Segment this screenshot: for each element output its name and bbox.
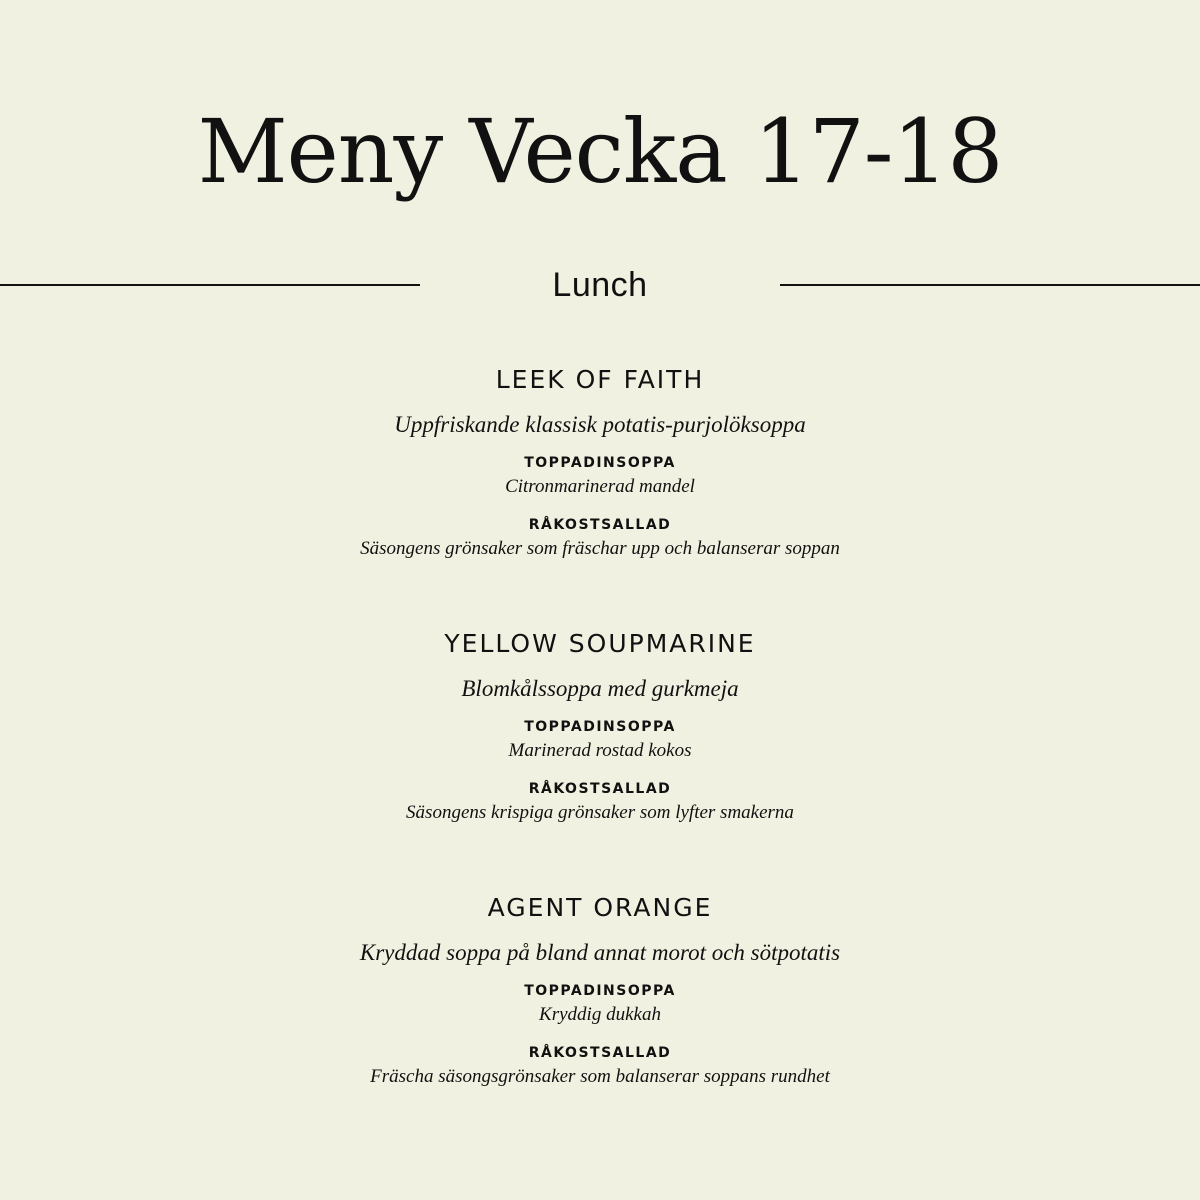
dish-description: Kryddad soppa på bland annat morot och sötpotatis — [359, 940, 841, 965]
divider-left — [0, 284, 420, 286]
salad-label: RÅKOSTSALLAD — [528, 517, 672, 533]
dish-name: AGENT ORANGE — [487, 893, 713, 922]
salad-label: RÅKOSTSALLAD — [528, 781, 672, 797]
salad-text: Säsongens grönsaker som fräschar upp och balanserar soppan — [360, 538, 840, 559]
topping-text: Kryddig dukkah — [539, 1004, 661, 1025]
dish-leek-of-faith — [0, 362, 1200, 626]
section-header — [0, 262, 1200, 308]
topping-text: Marinerad rostad kokos — [508, 740, 692, 761]
salad-text: Fräscha säsongsgrönsaker som balanserar soppans rundhet — [370, 1066, 830, 1087]
dish-description: Uppfriskande klassisk potatis-purjolöksoppa — [394, 412, 806, 437]
salad-label: RÅKOSTSALLAD — [528, 1045, 672, 1061]
topping-label: TOPPADINSOPPA — [524, 983, 676, 999]
topping-block — [0, 718, 1200, 764]
salad-block — [0, 780, 1200, 826]
divider-right — [780, 284, 1200, 286]
dish-name: LEEK OF FAITH — [495, 365, 705, 394]
salad-block — [0, 1044, 1200, 1090]
menu-list — [0, 362, 1200, 1154]
salad-text: Säsongens krispiga grönsaker som lyfter smakerna — [406, 802, 794, 823]
salad-block — [0, 516, 1200, 562]
section-label: Lunch — [552, 266, 648, 304]
topping-block — [0, 454, 1200, 500]
dish-agent-orange — [0, 890, 1200, 1154]
dish-description: Blomkålssoppa med gurkmeja — [461, 676, 739, 701]
topping-text: Citronmarinerad mandel — [505, 476, 695, 497]
dish-yellow-soupmarine — [0, 626, 1200, 890]
page-title: Meny Vecka 17-18 — [197, 100, 1003, 203]
dish-name: YELLOW SOUPMARINE — [444, 629, 756, 658]
topping-label: TOPPADINSOPPA — [524, 719, 676, 735]
topping-block — [0, 982, 1200, 1028]
topping-label: TOPPADINSOPPA — [524, 455, 676, 471]
